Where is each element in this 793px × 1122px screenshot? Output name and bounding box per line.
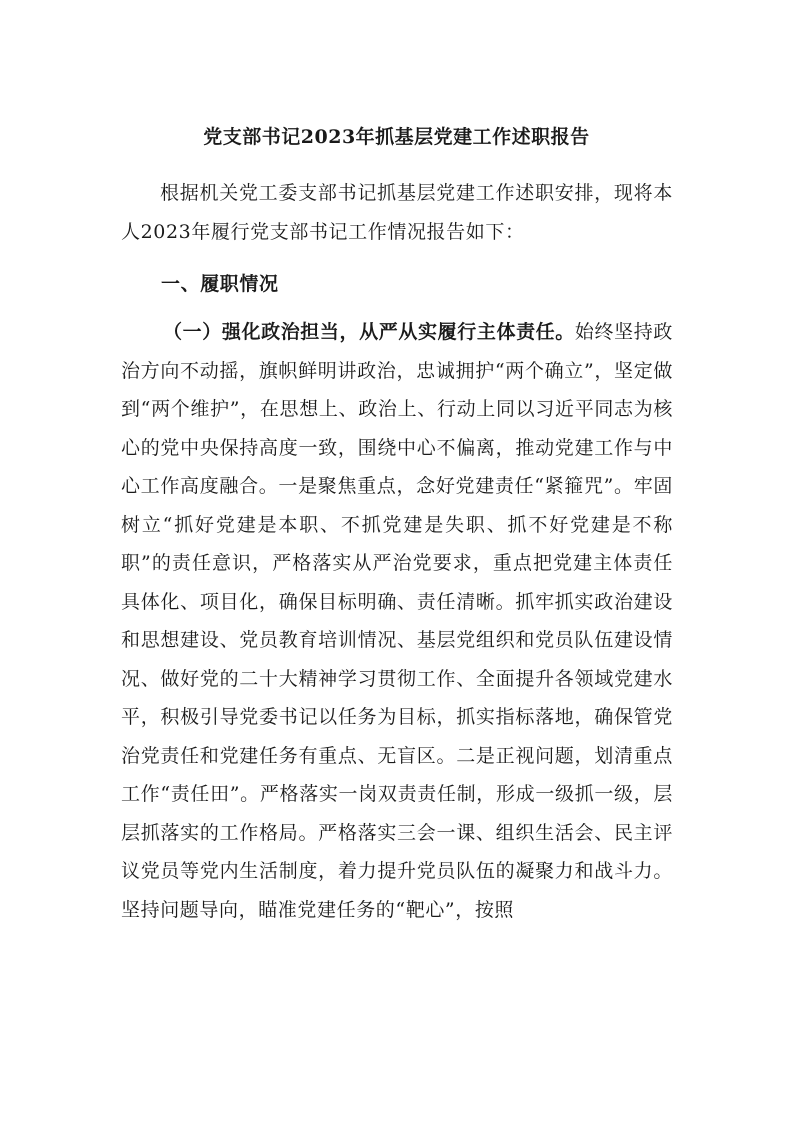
document-title: 党支部书记2023年抓基层党建工作述职报告 <box>203 126 590 148</box>
section-heading: 一、履职情况 <box>161 273 279 295</box>
section-1-block <box>121 313 673 929</box>
section-1-body: 始终坚持政治方向不动摇，旗帜鲜明讲政治，忠诚拥护“两个确立”，坚定做到“两个维护”，在思想上、政治上、行动上同以习近平同志为核心的党中央保持高度一致，围绕中心不偏离，推动党建工作与中心工作高度融合。一是聚焦重点，念好党建责任“紧箍咒”。牢固树立“抓好党建是本职、不抓党建是失职、抓不好党建是不称职”的责任意识，严格落实从严治党要求，重点把党建主体责任具体化、项目化，确保目标明确、责任清晰。抓牢抓实政治建设和思想建设、党员教育培训情况、基层党组织和党员队伍建设情况、做好党的二十大精神学习贯彻工作、全面提升各领域党建水平，积极引导党委书记以任务为目标，抓实指标落地，确保管党治党责任和党建任务有重点、无盲区。二是正视问题，划清重点工作“责任田”。严格落实一岗双责责任制，形成一级抓一级，层层抓落实的工作格局。严格落实三会一课、组织生活会、民主评议党员等党内生活制度，着力提升党员队伍的凝聚力和战斗力。坚持问题导向，瞄准党建任务的“靶心”，按照 <box>121 321 673 921</box>
intro-paragraph: 根据机关党工委支部书记抓基层党建工作述职安排，现将本人2023年履行党支部书记工作情况报告如下： <box>121 182 673 243</box>
intro-block <box>121 174 673 251</box>
section-1-paragraph <box>121 313 673 929</box>
section-1-lead: （一）强化政治担当，从严从实履行主体责任。 <box>163 321 575 343</box>
